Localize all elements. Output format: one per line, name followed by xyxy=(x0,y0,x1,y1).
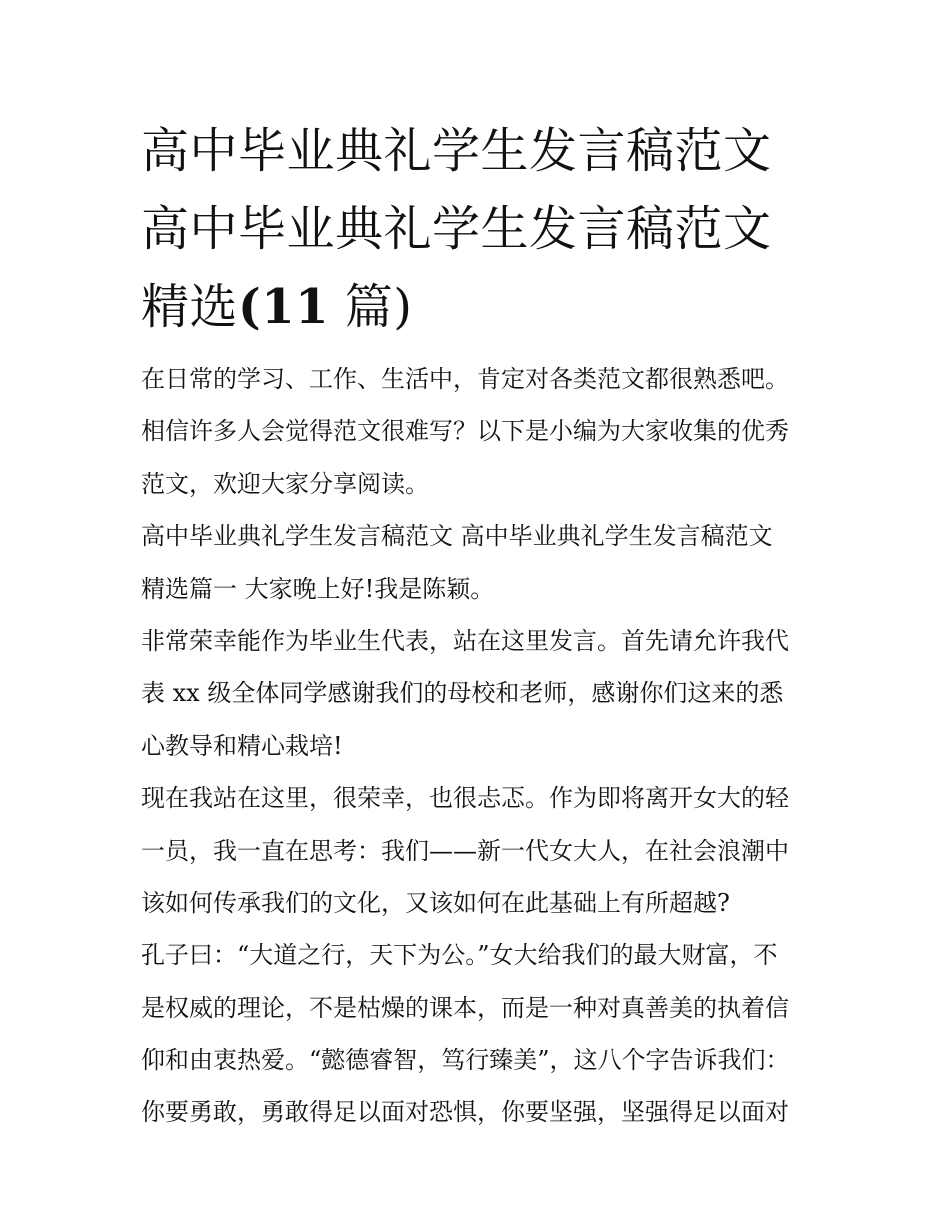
text-line: 表 xx 级全体同学感谢我们的母校和老师，感谢你们这来的悉 xyxy=(141,679,784,708)
text-line: 现在我站在这里，很荣幸，也很忐忑。作为即将离开女大的轻 xyxy=(141,784,789,813)
title-count: (11 xyxy=(238,279,330,335)
title-line-text: 精选 xyxy=(141,279,239,335)
paragraph xyxy=(141,772,821,929)
text-line: 精选篇一 大家晚上好!我是陈颖。 xyxy=(141,574,495,603)
title-count-tail: 篇) xyxy=(329,279,413,335)
paragraph xyxy=(141,615,821,772)
paragraph xyxy=(141,929,821,1139)
document-body xyxy=(141,353,821,1139)
text-line: 该如何传承我们的文化，又该如何在此基础上有所超越? xyxy=(141,888,730,917)
document-title xyxy=(141,112,821,346)
paragraph xyxy=(141,510,821,615)
text-line: 是权威的理论，不是枯燥的课本，而是一种对真善美的执着信 xyxy=(141,993,789,1022)
text-line: 相信许多人会觉得范文很难写？以下是小编为大家收集的优秀 xyxy=(141,417,789,446)
text-line: 高中毕业典礼学生发言稿范文 高中毕业典礼学生发言稿范文 xyxy=(141,522,773,551)
paragraph xyxy=(141,353,821,510)
text-line: 范文，欢迎大家分享阅读。 xyxy=(141,469,429,498)
text-line: 你要勇敢，勇敢得足以面对恐惧，你要坚强，坚强得足以面对 xyxy=(141,1098,789,1127)
text-line: 在日常的学习、工作、生活中，肯定对各类范文都很熟悉吧。 xyxy=(141,365,789,393)
title-line: 高中毕业典礼学生发言稿范文 xyxy=(141,201,772,257)
text-line: 一员，我一直在思考：我们——新一代女大人，在社会浪潮中 xyxy=(141,836,789,865)
text-line: 非常荣幸能作为毕业生代表，站在这里发言。首先请允许我代 xyxy=(141,626,789,655)
title-line xyxy=(141,268,821,346)
text-line: 孔子曰：“大道之行，天下为公。”女大给我们的最大财富，不 xyxy=(141,941,778,970)
text-line: 心教导和精心栽培! xyxy=(141,731,343,760)
title-line: 高中毕业典礼学生发言稿范文 xyxy=(141,123,772,179)
text-line: 仰和由衷热爱。“懿德睿智，笃行臻美”，这八个字告诉我们： xyxy=(141,1046,790,1075)
